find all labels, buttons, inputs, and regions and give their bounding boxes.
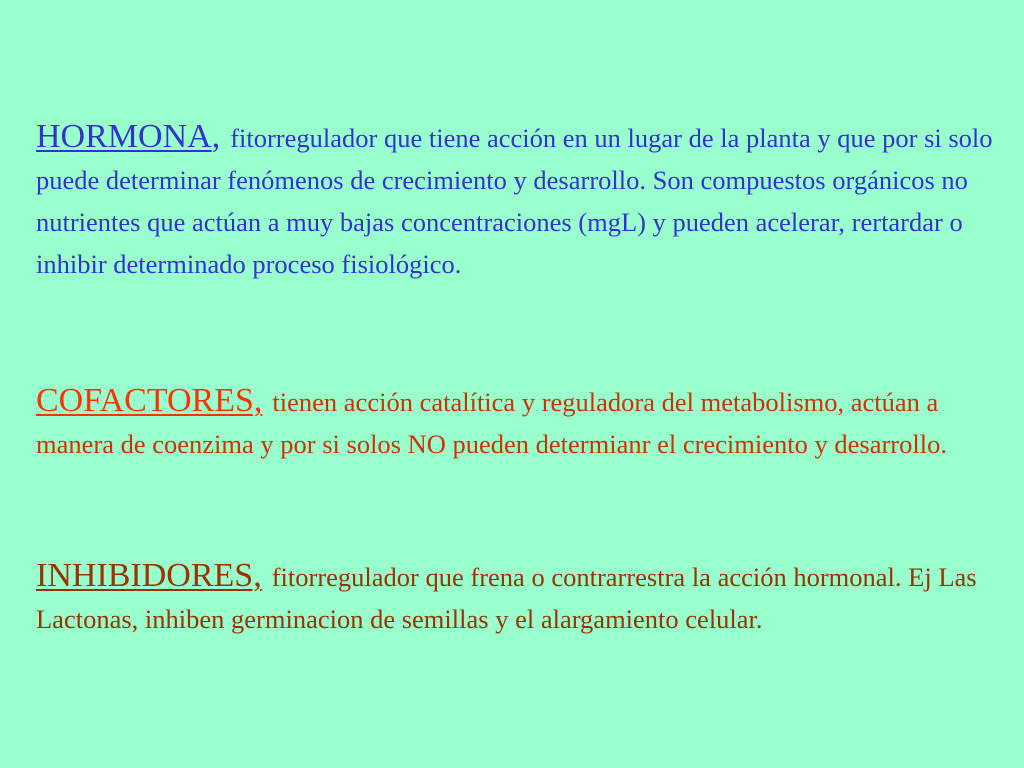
cofactores-definition: tienen acción catalítica y reguladora del metabolismo, actúan a manera de coenzima y por si solos NO pueden determianr el crecimiento y desarrollo. <box>36 387 947 459</box>
inhibidores-definition: fitorregulador que frena o contrarrestra la acción hormonal. Ej Las Lactonas, inhiben germinacion de semillas y el alargamiento celular. <box>36 562 977 634</box>
hormona-definition: fitorregulador que tiene acción en un lugar de la planta y que por si solo puede determinar fenómenos de crecimiento y desarrollo. Son compuestos orgánicos no nutrientes que actúan a muy bajas concentraciones (mgL) y pueden acelerar, rertardar o inhibir determinado proceso fisiológico. <box>36 123 993 279</box>
hormona-separator: , <box>211 118 221 155</box>
inhibidores-paragraph <box>36 555 1004 640</box>
inhibidores-term: INHIBIDORES, <box>36 557 262 594</box>
hormona-paragraph <box>36 116 1004 285</box>
hormona-term: HORMONA <box>36 118 212 155</box>
cofactores-term: COFACTORES, <box>36 382 263 419</box>
cofactores-paragraph <box>36 380 1004 465</box>
